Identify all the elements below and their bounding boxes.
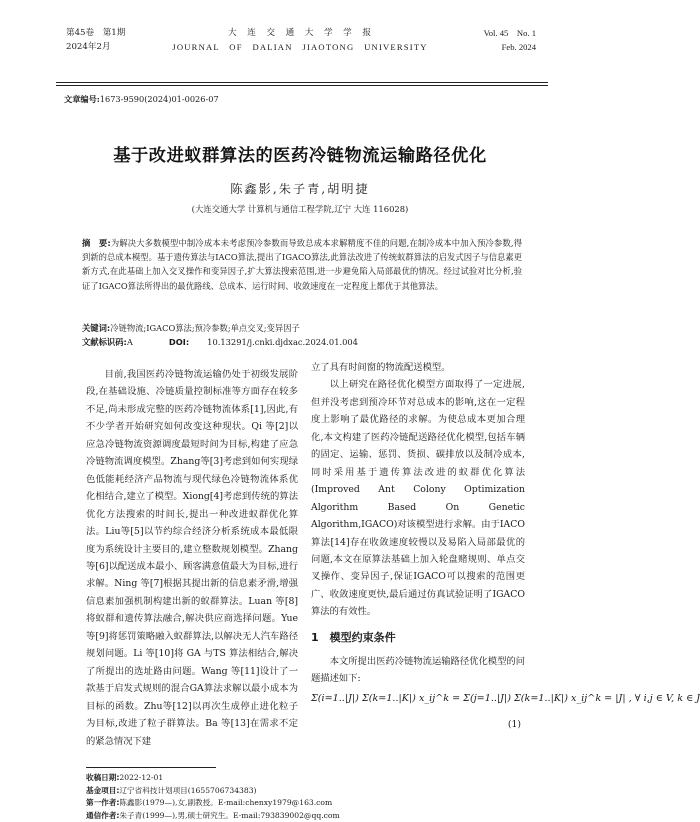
affiliation: (大连交通大学 计算机与通信工程学院,辽宁 大连 116028) [191, 204, 409, 214]
first-author-label: 第一作者: [86, 798, 120, 808]
document-code-value: A [126, 337, 133, 347]
equation-1: Σ(i=1..|J|) Σ(k=1..|K|) x_ij^k = Σ(j=1..|J|) Σ(k=1..|K|) x_ij^k = |J| , ∀ i,j ∈ V, k ∈ J [311, 692, 700, 704]
running-header [56, 26, 544, 72]
fund-label: 基金项目: [86, 785, 120, 795]
footnote-first-author [86, 797, 516, 810]
document-code-label: 文献标识码: [82, 337, 127, 347]
fund-value: 辽宁省科技计划项目(1655706734383) [119, 785, 257, 795]
footnote-rule [86, 767, 216, 768]
body-paragraph: 目前,我国医药冷链物流运输仍处于初级发展阶段,在基础设施、冷链质量控制标准等方面存在较多不足,尚未形成完整的医药冷链物流体系[1],因此,有不少学者开始研究如何改变这种现状。Qi 等[2]以应急冷链物流资源调度最短时间为目标,构建了应急冷链物流调度模型。Zhang等[3]考虑到如何实现绿色低能耗经济产品物流与现代绿色冷链物流体系优化相结合,建立了模型。Xiong[4]考虑到传统的算法优化方法搜索的时间长,提出一种改进蚁群优化算法。Liu等[5]以节约综合经济分析系统成本最低限度为系统设计主要目的,建立整数规划模型。Zhang等[6]以配送成本最小、顾客满意值最大为目标,进行求解。Ning 等[7]根据其提出新的信息素矛滑,增强信息素加强机制构建出新的蚁群算法。Luan 等[8]将蚁群和遗传算法融合,解决供应商选择问题。Yue 等[9]将惩罚策略融入蚁群算法,以解决无人汽车路径规划问题。Li 等[10]将 GA 与TS 算法相结合,解决了所提出的选址路由问题。Wang 等[11]设计了一款基于启发式规则的混合GA算法求解以最小成本为目标的函数。Zhu等[12]以再次生成停止进化粒子为目标,改进了粒子群算法。Ba 等[13]在需求不定的紧急情况下建 [86, 369, 298, 747]
doi-value: 10.13291/j.cnki.djdxac.2024.01.004 [207, 337, 358, 347]
received-label: 收稿日期: [86, 773, 120, 782]
keywords [82, 321, 522, 335]
body-column-right [311, 359, 700, 733]
paper-title: 基于改进蚁群算法的医药冷链物流运输路径优化 [113, 146, 487, 166]
header-center [56, 26, 544, 54]
corresponding-author-label: 通信作者: [86, 810, 120, 820]
abstract [82, 236, 522, 293]
first-author-value: 陈鑫影(1979—),女,副教授。E-mail:chenxy1979@163.com [119, 798, 333, 808]
date-cn: 2024年2月 [66, 42, 111, 52]
volume-issue-cn: 第45卷 第1期 [66, 28, 126, 38]
body-paragraph: 本文所提出医药冷链物流运输路径优化模型的问题描述如下: [311, 655, 525, 685]
equation-number: (1) [507, 718, 521, 730]
header-rule-thick [56, 82, 548, 83]
corresponding-author-value: 朱子青(1999—),男,硕士研究生。E-mail:793839002@qq.com [119, 810, 340, 820]
body-column-left [86, 366, 298, 750]
abstract-label: 摘 要: [82, 238, 111, 248]
section-heading: 1 模型约束条件 [311, 630, 396, 644]
volume-issue-en: Vol. 45 No. 1 [483, 28, 536, 38]
doi-label: DOI: [168, 337, 190, 347]
footnote-corresponding-author [86, 810, 516, 822]
header-right [484, 26, 536, 54]
author-list: 陈鑫影,朱子青,胡明捷 [230, 182, 370, 196]
journal-name-cn: 大 连 交 通 大 学 学 报 [228, 28, 372, 38]
footnote-received [86, 772, 516, 785]
footnote-fund [86, 785, 516, 798]
classification-line [82, 335, 522, 349]
keywords-text: 冷链物流;IGACO算法;预冷参数;单点交叉;变异因子 [110, 323, 300, 333]
body-paragraph: 立了具有时间窗的物流配送模型。 [311, 362, 451, 373]
body-paragraph: 以上研究在路径优化模型方面取得了一定进展,但并没考虑到预冷环节对总成本的影响,这在一定程度上影响了最优路径的求解。为使总成本更加合理化,本文构建了医药冷链配送路径优化模型,包括车辆的固定、运输、惩罚、货损、碳排放以及制冷成本,同时采用基于遗传算法改进的蚁群优化算法(Improved Ant Colony Optimization Algorithm Based On Genetic Algorithm,IGACO)对该模型进行求解。由于IACO算法[14]存在收敛速度较慢以及易陷入局部最优的问题,本文在原算法基础上加入轮盘赌规则、单点交叉操作、变异因子,保证IGACO可以搜索的范围更广、收敛速度更快,最后通过仿真试验证明了IGACO算法的有效性。 [311, 379, 525, 618]
keywords-label: 关键词: [82, 323, 111, 333]
journal-name-en: JOURNAL OF DALIAN JIAOTONG UNIVERSITY [172, 42, 428, 52]
article-number [64, 94, 219, 105]
article-number-value: 1673-9590(2024)01-0026-07 [99, 94, 219, 104]
received-value: 2022-12-01 [119, 773, 164, 782]
footnote-block [86, 772, 516, 822]
header-rule-thin [56, 85, 548, 86]
article-number-label: 文章编号: [64, 94, 100, 104]
date-en: Feb. 2024 [501, 42, 536, 52]
abstract-text: 为解决大多数模型中制冷成本未考虑预冷参数而导致总成本求解精度不佳的问题,在制冷成本中加入预冷参数,得到新的总成本模型。基于遗传算法与IACO算法,提出了IGACO算法,此算法改进了传统蚁群算法的启发式因子与信息素更新方式,在此基础上加入交叉操作和变异因子,扩大算法搜索范围,进一步避免陷入局部最优的情况。经过试验对比分析,验证了IGACO算法所得出的最优路线、总成本、运行时间、收敛速度在一定程度上都优于其他算法。 [82, 238, 522, 291]
